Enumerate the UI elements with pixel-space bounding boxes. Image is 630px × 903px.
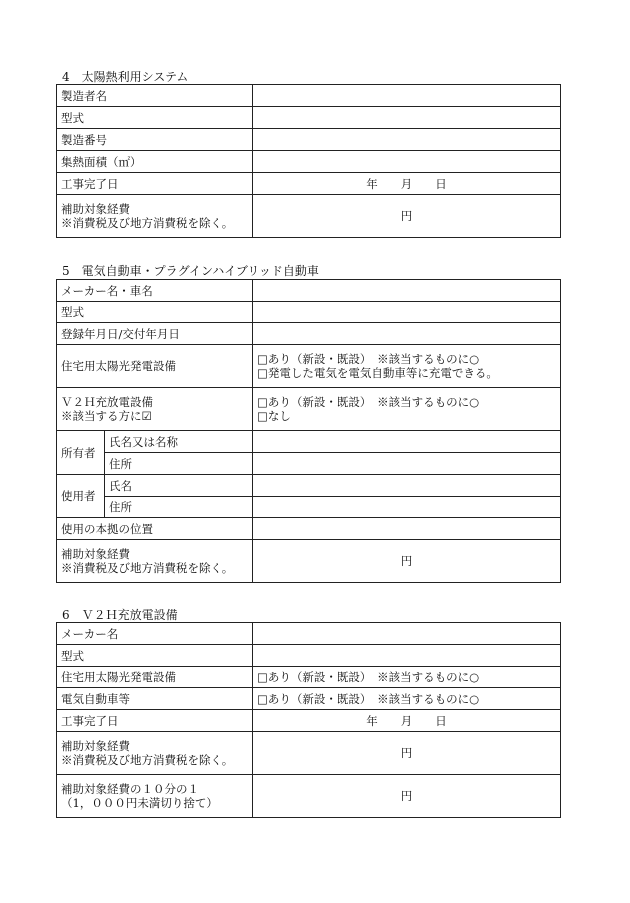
label-cost xyxy=(57,732,253,775)
input-base-location[interactable] xyxy=(253,518,561,540)
label-cost-line2: ※消費税及び地方消費税を除く。 xyxy=(61,753,234,767)
label-cost xyxy=(57,540,253,583)
yen-unit: 円 xyxy=(400,746,413,760)
input-maker[interactable] xyxy=(253,623,561,645)
label-model: 型式 xyxy=(57,645,253,667)
solar-option-exists[interactable]: □あり（新設・既設） ※該当するものに○ xyxy=(253,667,561,688)
input-user-address[interactable] xyxy=(253,497,561,518)
label-cost-line2: ※消費税及び地方消費税を除く。 xyxy=(61,216,234,230)
label-base-location: 使用の本拠の位置 xyxy=(57,518,253,540)
input-model[interactable] xyxy=(253,645,561,667)
label-cost-tenth-line2: （1，０００円未満切り捨て） xyxy=(61,796,218,810)
label-maker: 製造者名 xyxy=(57,85,253,107)
section-6-title: 6 Ｖ２Ｈ充放電設備 xyxy=(62,608,178,622)
label-cost-line1: 補助対象経費 xyxy=(61,739,130,753)
section-6-table xyxy=(56,622,561,818)
ev-option-exists[interactable]: □あり（新設・既設） ※該当するものに○ xyxy=(253,688,561,710)
label-maker: メーカー名 xyxy=(57,623,253,645)
yen-unit: 円 xyxy=(400,789,413,803)
input-serial[interactable] xyxy=(253,129,561,151)
v2h-option-exists[interactable]: □あり（新設・既設） ※該当するものに○ xyxy=(257,395,480,409)
label-user-address: 住所 xyxy=(105,497,253,518)
label-v2h-line1: Ｖ２Ｈ充放電設備 xyxy=(61,395,153,409)
date-format: 年 月 日 xyxy=(366,176,447,191)
label-cost-tenth-line1: 補助対象経費の１０分の１ xyxy=(61,782,199,796)
label-cost-line2: ※消費税及び地方消費税を除く。 xyxy=(61,561,234,575)
label-regdate: 登録年月日/交付年月日 xyxy=(57,323,253,345)
input-cost[interactable] xyxy=(253,732,561,775)
input-regdate[interactable] xyxy=(253,323,561,345)
label-cost-line1: 補助対象経費 xyxy=(61,202,130,216)
input-cost[interactable] xyxy=(253,540,561,583)
label-serial: 製造番号 xyxy=(57,129,253,151)
label-v2h-line2: ※該当する方に☑ xyxy=(61,409,152,423)
yen-unit: 円 xyxy=(400,554,413,568)
label-completion: 工事完了日 xyxy=(57,710,253,732)
label-model: 型式 xyxy=(57,107,253,129)
section-4-table xyxy=(56,84,561,238)
input-model[interactable] xyxy=(253,302,561,323)
label-owner: 所有者 xyxy=(57,431,105,475)
label-area: 集熱面積（㎡） xyxy=(57,151,253,173)
solar-option-exists[interactable]: □あり（新設・既設） ※該当するものに○ xyxy=(257,352,480,366)
label-cost-tenth xyxy=(57,775,253,818)
label-cost xyxy=(57,195,253,238)
v2h-option-none[interactable]: □なし xyxy=(257,409,291,423)
date-format: 年 月 日 xyxy=(366,713,447,728)
input-user-name[interactable] xyxy=(253,475,561,497)
label-owner-address: 住所 xyxy=(105,453,253,475)
section-4-title: 4 太陽熱利用システム xyxy=(62,70,189,84)
label-user-name: 氏名 xyxy=(105,475,253,497)
label-user: 使用者 xyxy=(57,475,105,518)
input-maker[interactable] xyxy=(253,85,561,107)
label-owner-name: 氏名又は名称 xyxy=(105,431,253,453)
label-solar: 住宅用太陽光発電設備 xyxy=(57,345,253,388)
input-cost[interactable] xyxy=(253,195,561,238)
solar-option-charge[interactable]: □発電した電気を電気自動車等に充電できる。 xyxy=(257,366,498,380)
input-model[interactable] xyxy=(253,107,561,129)
yen-unit: 円 xyxy=(400,209,413,223)
label-completion: 工事完了日 xyxy=(57,173,253,195)
input-area[interactable] xyxy=(253,151,561,173)
input-maker-car[interactable] xyxy=(253,280,561,302)
label-model: 型式 xyxy=(57,302,253,323)
v2h-options[interactable] xyxy=(253,388,561,431)
input-owner-address[interactable] xyxy=(253,453,561,475)
input-completion-date[interactable] xyxy=(253,710,561,732)
input-cost-tenth[interactable] xyxy=(253,775,561,818)
solar-options[interactable] xyxy=(253,345,561,388)
label-solar: 住宅用太陽光発電設備 xyxy=(57,667,253,688)
section-5-table xyxy=(56,279,561,583)
label-cost-line1: 補助対象経費 xyxy=(61,547,130,561)
input-owner-name[interactable] xyxy=(253,431,561,453)
label-ev: 電気自動車等 xyxy=(57,688,253,710)
label-v2h xyxy=(57,388,253,431)
label-maker-car: メーカー名・車名 xyxy=(57,280,253,302)
input-completion-date[interactable] xyxy=(253,173,561,195)
section-5-title: 5 電気自動車・プラグインハイブリッド自動車 xyxy=(62,264,319,278)
